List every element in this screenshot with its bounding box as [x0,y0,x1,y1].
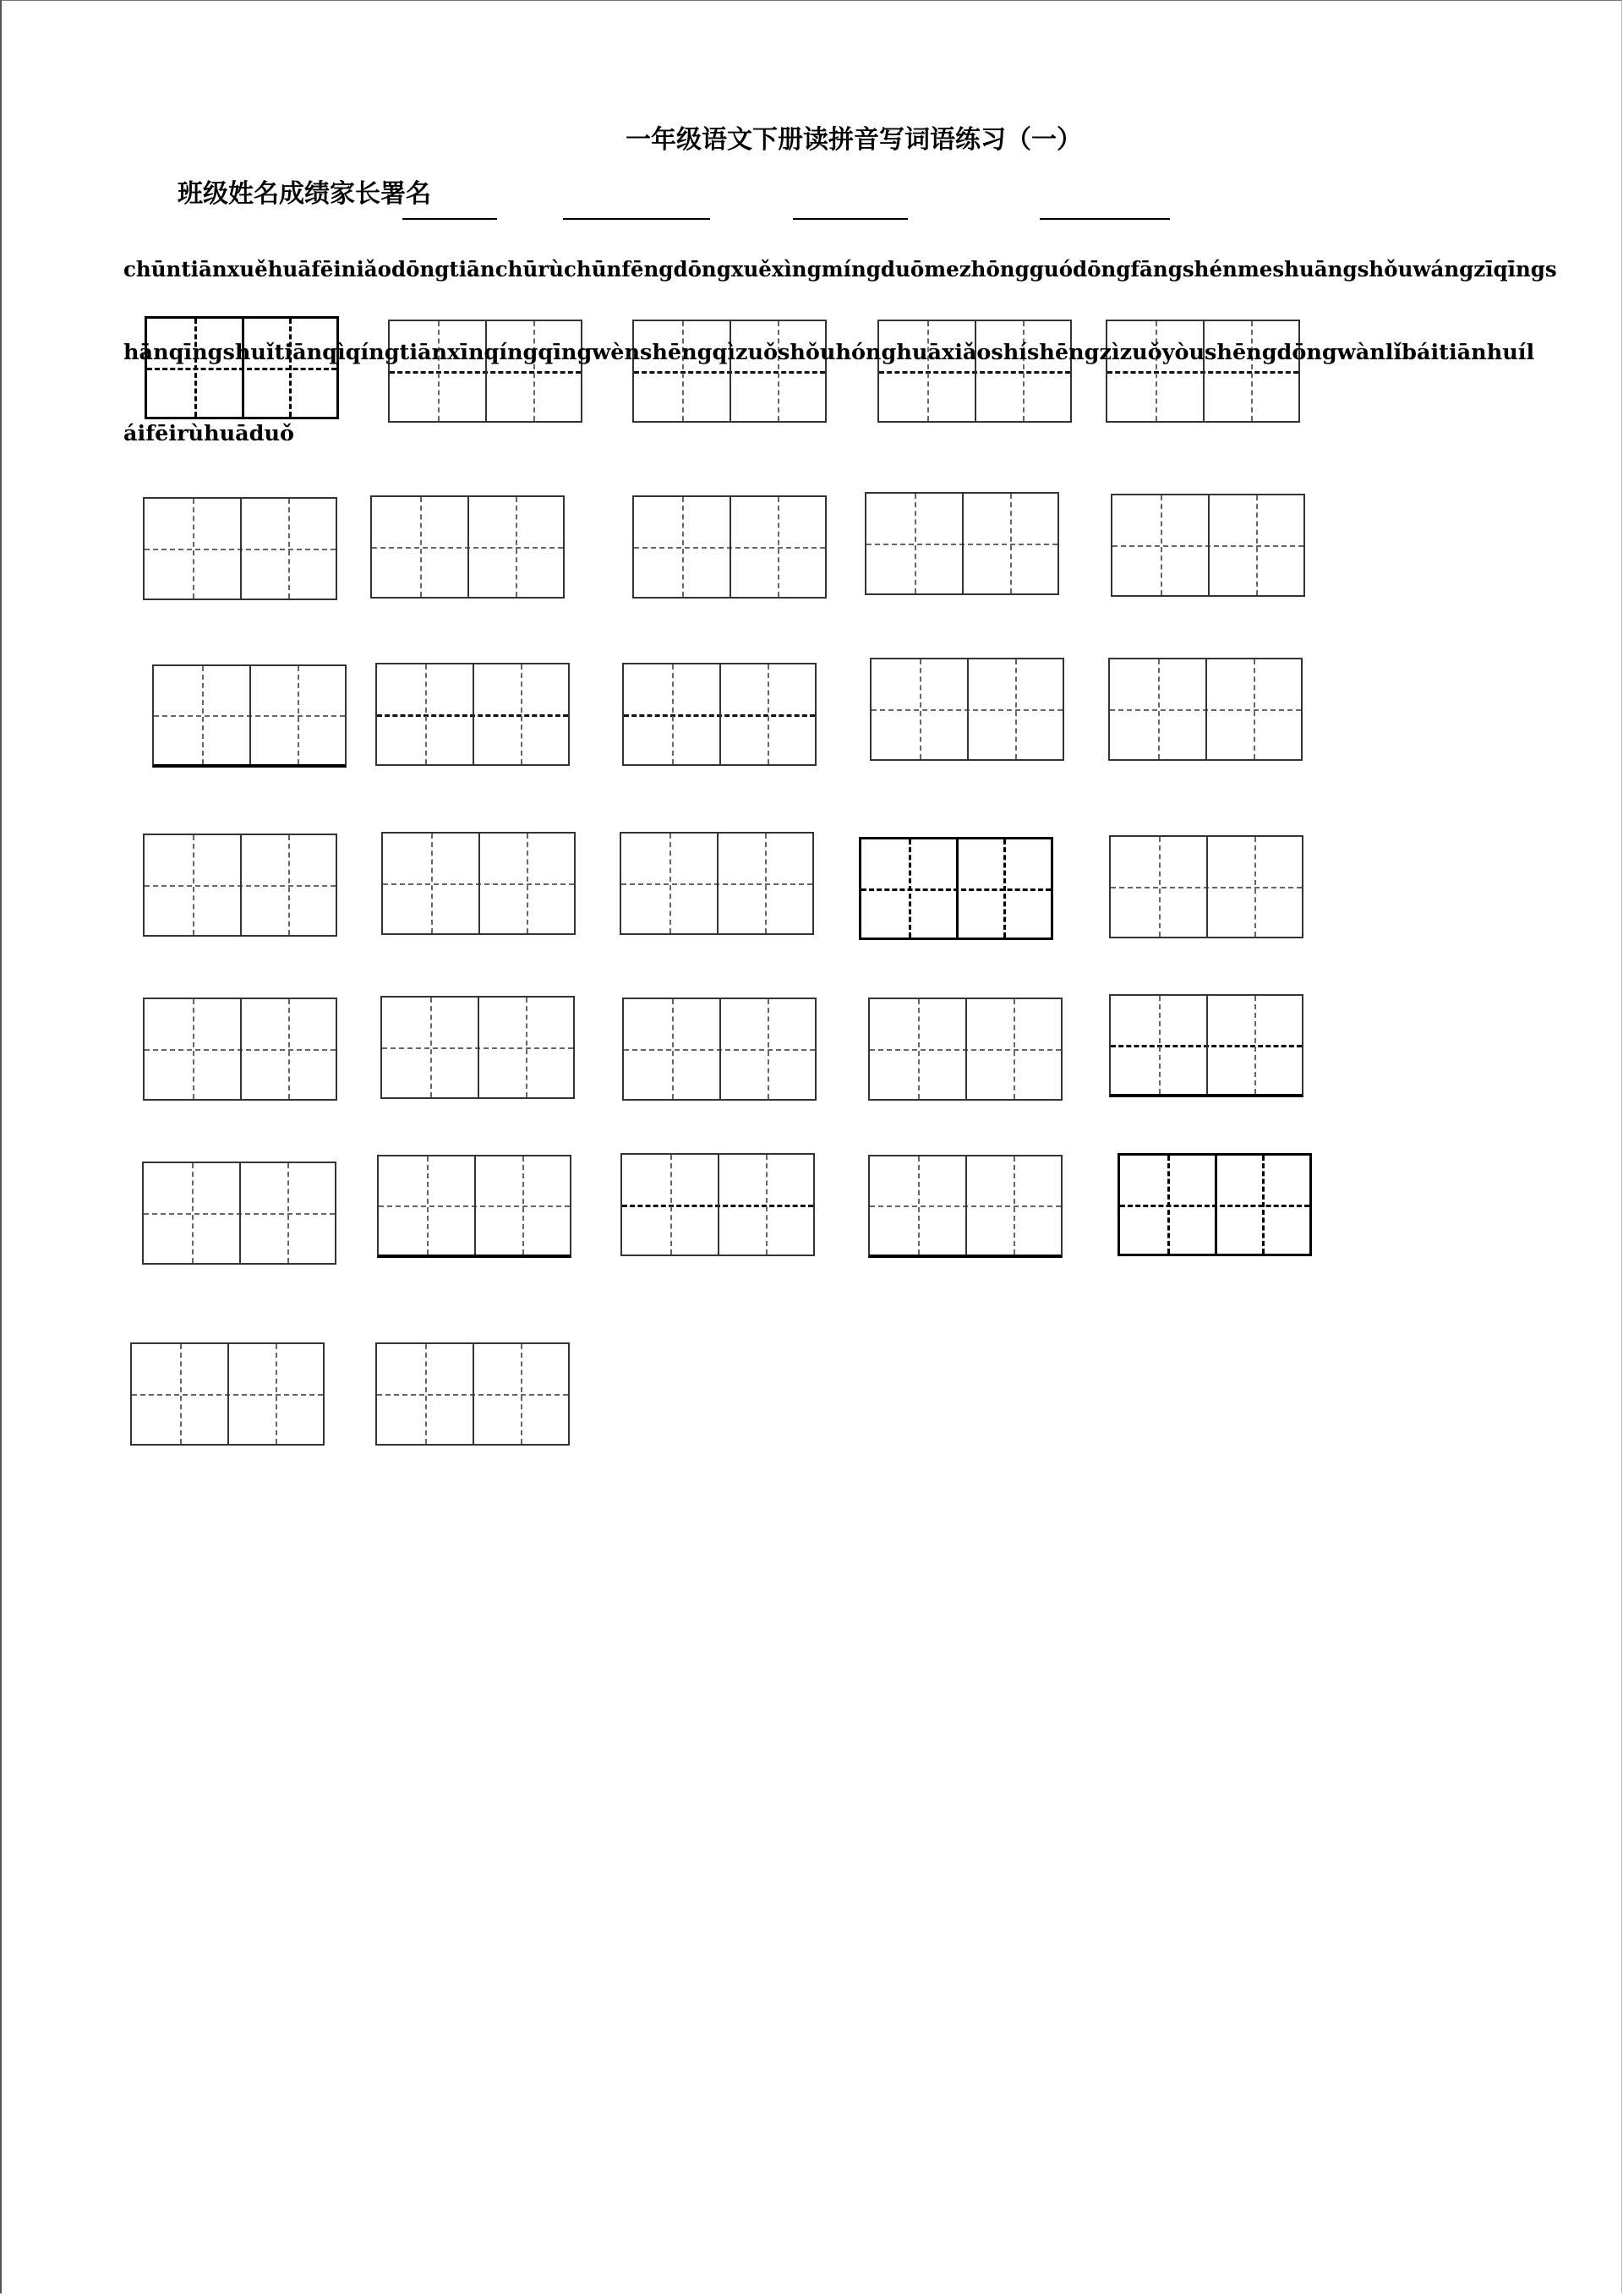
writing-grid[interactable] [143,834,337,937]
writing-grid[interactable] [142,1162,336,1265]
writing-grid[interactable] [620,832,814,935]
parent-signature-blank[interactable] [1040,218,1170,220]
writing-grid[interactable] [152,664,347,768]
writing-grid[interactable] [380,996,575,1099]
writing-grid[interactable] [868,1155,1063,1258]
writing-grid[interactable] [145,316,339,419]
writing-grid[interactable] [632,495,827,599]
worksheet-title: 一年级语文下册读拼音写词语练习（一） [626,125,1082,155]
writing-grid[interactable] [1111,494,1305,597]
writing-grid[interactable] [388,320,582,423]
writing-grid[interactable] [130,1342,325,1446]
pinyin-line: áifēirùhuāduǒ [123,421,295,446]
writing-grid[interactable] [622,663,817,766]
writing-grid[interactable] [877,320,1072,423]
class-blank[interactable] [402,218,497,220]
student-info-labels: 班级姓名成绩家长署名 [178,179,431,209]
writing-grid[interactable] [381,832,576,935]
writing-grid[interactable] [377,1155,571,1258]
writing-grid[interactable] [622,998,817,1101]
writing-grid[interactable] [1118,1153,1312,1256]
writing-grid[interactable] [620,1153,815,1256]
score-blank[interactable] [793,218,908,220]
writing-grid[interactable] [1108,658,1303,761]
writing-grid[interactable] [143,497,337,600]
writing-grid[interactable] [1109,994,1303,1097]
writing-grid[interactable] [370,495,565,599]
writing-grid[interactable] [870,658,1064,761]
name-blank[interactable] [563,218,710,220]
writing-grid[interactable] [859,837,1053,940]
writing-grid[interactable] [865,492,1059,595]
writing-grid[interactable] [1106,320,1300,423]
writing-grid[interactable] [1109,835,1303,938]
writing-grid[interactable] [375,663,570,766]
writing-grid[interactable] [143,998,337,1101]
pinyin-line: chūntiānxuěhuāfēiniǎodōngtiānchūrùchūnfēngdōngxuěxìngmíngduōmezhōngguódōngfāngshénmeshuāngshǒuwángzīqīngs [123,257,1557,282]
pinyin-line: hānqīngshuǐtiānqìqíngtiānxīnqíngqīngwènshēngqìzuǒshǒuhónghuāxiǎoshíshēngzìzuǒyòushēngdōngwànlǐbáitiānhuíl [123,340,1535,365]
writing-grid[interactable] [632,320,827,423]
writing-grid[interactable] [868,998,1063,1101]
writing-grid[interactable] [375,1342,570,1446]
